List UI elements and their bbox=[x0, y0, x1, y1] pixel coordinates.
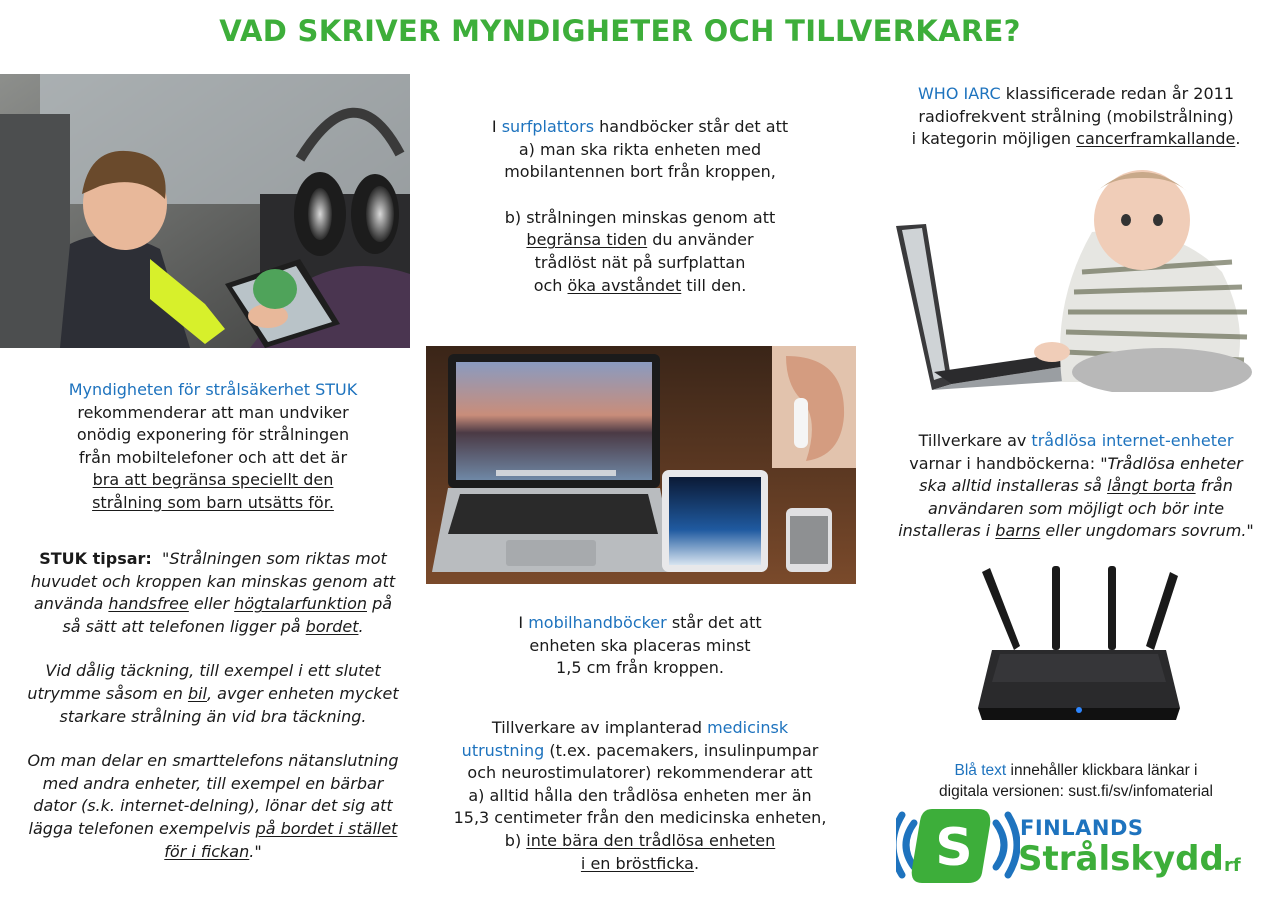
svg-text:S: S bbox=[935, 818, 973, 878]
who-iarc-text: WHO IARC klassificerade redan år 2011 radiofrekvent strålning (mobilstrålning) i kategorin möjligen cancerframkallande. bbox=[911, 84, 1241, 149]
blue-text-label: Blå text bbox=[954, 762, 1007, 779]
page-title: VAD SKRIVER MYNDIGHETER OCH TILLVERKARE? bbox=[219, 14, 1021, 48]
devices-photo bbox=[426, 346, 856, 584]
logo-line1: FINLANDS bbox=[1020, 816, 1144, 840]
tablet-link[interactable]: surfplattors bbox=[501, 117, 595, 136]
medical-link-2[interactable]: utrustning bbox=[461, 740, 545, 760]
tips-label: STUK tipsar: bbox=[39, 549, 152, 568]
infomaterial-url[interactable]: digitala versionen: sust.fi/sv/infomaterial bbox=[939, 783, 1213, 800]
logo-line2: Strålskydd bbox=[1018, 839, 1224, 879]
mobile-link[interactable]: mobilhandböcker bbox=[528, 613, 667, 632]
stuk-link[interactable]: Myndigheten för strålsäkerhet STUK bbox=[68, 380, 358, 399]
logo-rf: rf bbox=[1224, 855, 1241, 876]
tablet-manuals-text: I surfplattors handböcker står det att a) man ska rikta enheten med mobilantennen bort från kroppen, b) strålningen minskas genom att begränsa tiden du använder trådlöst nät på surfplattan och öka avståndet till den. bbox=[491, 117, 789, 295]
wireless-link[interactable]: trådlösa internet-enheter bbox=[1031, 431, 1234, 450]
finlands-stralskydd-logo bbox=[896, 803, 1266, 893]
medical-link[interactable]: medicinsk bbox=[707, 718, 789, 737]
wireless-devices-text: Tillverkare av trådlösa internet-enheter varnar i handböckerna: "Trådlösa enheter ska alltid installeras så långt borta från användaren som möjligt och bör inte installeras i barns eller ungdomars sovrum." bbox=[898, 431, 1254, 541]
medical-devices-text: Tillverkare av implanterad medicinsk utrustning (t.ex. pacemakers, insulinpumpar och neurostimulatorer) rekommenderar att a) alltid hålla den trådlösa enheten mer än 15,3 centimeter från den medicinska enheten, b) inte bära den trådlösa enheten i en bröstficka. bbox=[453, 718, 827, 873]
router-photo bbox=[970, 562, 1190, 728]
blue-text-note: Blå text innehåller klickbara länkar i digitala versionen: sust.fi/sv/infomaterial bbox=[866, 760, 1286, 802]
logo-mark-icon bbox=[896, 803, 1020, 885]
who-link[interactable]: WHO IARC bbox=[917, 84, 1001, 103]
child-tablet-photo bbox=[0, 74, 410, 348]
stuk-tips: STUK tipsar: "Strålningen som riktas mot huvudet och kroppen kan minskas genom att använda handsfree eller högtalarfunktion på så sätt att telefonen ligger på bordet. Vid dålig täckning, till exempel i ett slutet utrymme såsom en bil, avger enheten mycket starkare strålning än vid bra täckning. Om man delar en smarttelefons nätanslutning med andra enheter, till exempel en bärbar dator (s.k. internet-delning), lönar det sig att lägga telefonen exempelvis på bordet i stället för i fickan." bbox=[27, 549, 399, 861]
stuk-recommendation: Myndigheten för strålsäkerhet STUK rekommenderar att man undviker onödig exponering för strålningen från mobiltelefoner och att det är bra att begränsa speciellt den strålning som barn utsätts för. bbox=[68, 380, 358, 512]
baby-laptop-photo bbox=[892, 162, 1264, 392]
mobile-manuals-text: I mobilhandböcker står det att enheten ska placeras minst 1,5 cm från kroppen. bbox=[518, 613, 762, 678]
